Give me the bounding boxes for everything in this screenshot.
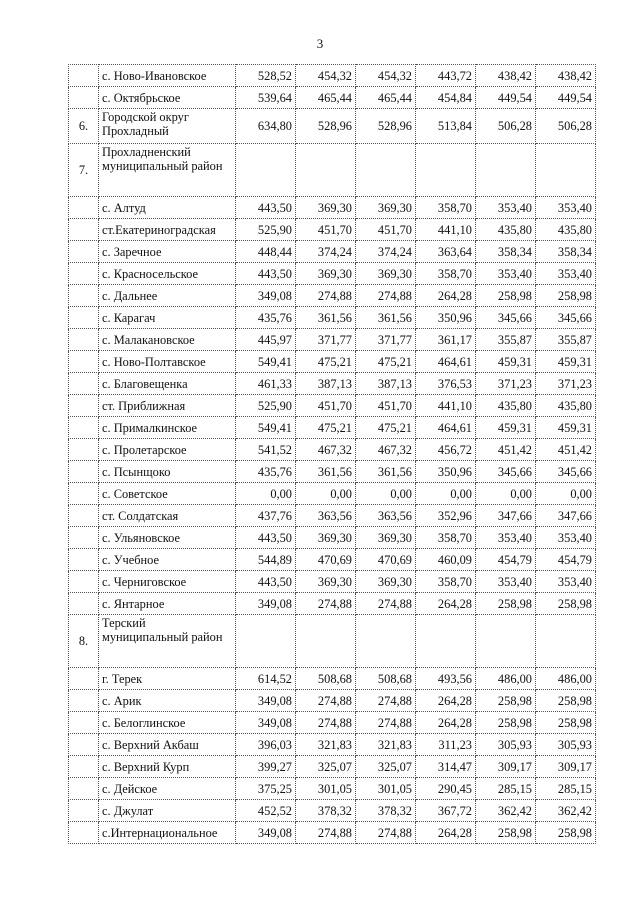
value-cell: 311,23 [416, 734, 476, 756]
row-number-cell [69, 800, 99, 822]
value-cell: 376,53 [416, 373, 476, 395]
table-row [69, 219, 596, 241]
value-cell: 350,96 [416, 307, 476, 329]
settlement-name-cell: с. Верхний Акбаш [99, 734, 236, 756]
table-row [69, 593, 596, 615]
value-cell: 301,05 [296, 778, 356, 800]
value-cell: 355,87 [476, 329, 536, 351]
value-cell [416, 144, 476, 197]
tariff-table [68, 64, 596, 844]
value-cell [476, 615, 536, 668]
value-cell: 363,56 [356, 505, 416, 527]
value-cell: 475,21 [356, 351, 416, 373]
settlement-name-cell: с. Советское [99, 483, 236, 505]
row-number-cell [69, 593, 99, 615]
settlement-name-cell: с. Красносельское [99, 263, 236, 285]
table-row [69, 285, 596, 307]
settlement-name-cell: Прохладненский муниципальный район [99, 144, 236, 197]
value-cell: 369,30 [296, 571, 356, 593]
table-row [69, 417, 596, 439]
value-cell: 506,28 [476, 109, 536, 144]
row-number-cell [69, 219, 99, 241]
row-number-cell [69, 285, 99, 307]
row-number-cell [69, 549, 99, 571]
row-number-cell [69, 778, 99, 800]
table-row [69, 822, 596, 844]
value-cell: 443,72 [416, 65, 476, 87]
table-row [69, 615, 596, 668]
settlement-name-cell: ст. Солдатская [99, 505, 236, 527]
table-row [69, 668, 596, 690]
value-cell: 353,40 [536, 527, 596, 549]
value-cell: 358,34 [536, 241, 596, 263]
row-number-cell [69, 483, 99, 505]
value-cell: 361,17 [416, 329, 476, 351]
value-cell: 362,42 [536, 800, 596, 822]
value-cell: 464,61 [416, 351, 476, 373]
value-cell: 454,32 [356, 65, 416, 87]
value-cell: 274,88 [296, 593, 356, 615]
value-cell: 274,88 [296, 712, 356, 734]
row-number-cell [69, 690, 99, 712]
value-cell [536, 144, 596, 197]
value-cell: 358,34 [476, 241, 536, 263]
value-cell: 347,66 [536, 505, 596, 527]
page-number: 3 [316, 36, 324, 51]
value-cell: 258,98 [536, 593, 596, 615]
value-cell: 448,44 [236, 241, 296, 263]
row-number-cell: 7. [69, 144, 99, 197]
settlement-name-cell: с. Алтуд [99, 197, 236, 219]
value-cell [296, 615, 356, 668]
value-cell: 451,42 [536, 439, 596, 461]
value-cell: 353,40 [536, 263, 596, 285]
row-number-cell [69, 395, 99, 417]
value-cell: 258,98 [536, 690, 596, 712]
value-cell: 369,30 [356, 263, 416, 285]
value-cell: 454,79 [536, 549, 596, 571]
table-row [69, 197, 596, 219]
value-cell: 352,96 [416, 505, 476, 527]
value-cell: 513,84 [416, 109, 476, 144]
value-cell: 264,28 [416, 690, 476, 712]
table-body [69, 65, 596, 844]
value-cell: 396,03 [236, 734, 296, 756]
table-row [69, 395, 596, 417]
value-cell: 451,70 [296, 395, 356, 417]
value-cell: 258,98 [476, 285, 536, 307]
row-number-cell [69, 263, 99, 285]
value-cell: 0,00 [236, 483, 296, 505]
row-number-cell [69, 307, 99, 329]
row-number-cell: 8. [69, 615, 99, 668]
row-number-cell [69, 461, 99, 483]
value-cell: 387,13 [296, 373, 356, 395]
value-cell: 258,98 [476, 822, 536, 844]
value-cell: 508,68 [296, 668, 356, 690]
settlement-name-cell: с. Ново-Полтавское [99, 351, 236, 373]
settlement-name-cell: с. Псынщоко [99, 461, 236, 483]
value-cell: 465,44 [356, 87, 416, 109]
value-cell: 258,98 [536, 285, 596, 307]
value-cell: 443,50 [236, 571, 296, 593]
settlement-name-cell: Городской округ Прохладный [99, 109, 236, 144]
table-row [69, 461, 596, 483]
value-cell: 374,24 [356, 241, 416, 263]
value-cell: 264,28 [416, 593, 476, 615]
value-cell: 274,88 [356, 285, 416, 307]
value-cell: 274,88 [296, 690, 356, 712]
value-cell: 634,80 [236, 109, 296, 144]
value-cell: 544,89 [236, 549, 296, 571]
value-cell: 264,28 [416, 822, 476, 844]
row-number-cell [69, 756, 99, 778]
table-row [69, 144, 596, 197]
value-cell: 345,66 [476, 307, 536, 329]
value-cell: 475,21 [296, 351, 356, 373]
settlement-name-cell: с. Пролетарское [99, 439, 236, 461]
settlement-name-cell: с. Джулат [99, 800, 236, 822]
value-cell: 451,70 [356, 219, 416, 241]
value-cell: 438,42 [476, 65, 536, 87]
row-number-cell [69, 87, 99, 109]
value-cell: 493,56 [416, 668, 476, 690]
value-cell: 508,68 [356, 668, 416, 690]
table-row [69, 241, 596, 263]
value-cell: 353,40 [476, 263, 536, 285]
settlement-name-cell: с. Дальнее [99, 285, 236, 307]
settlement-name-cell: с. Верхний Курп [99, 756, 236, 778]
table-row [69, 329, 596, 351]
value-cell: 345,66 [536, 461, 596, 483]
value-cell: 358,70 [416, 197, 476, 219]
value-cell: 321,83 [356, 734, 416, 756]
value-cell: 349,08 [236, 285, 296, 307]
table-row [69, 571, 596, 593]
settlement-name-cell: с. Заречное [99, 241, 236, 263]
value-cell: 443,50 [236, 263, 296, 285]
value-cell: 525,90 [236, 219, 296, 241]
value-cell: 367,72 [416, 800, 476, 822]
row-number-cell [69, 329, 99, 351]
row-number-cell [69, 241, 99, 263]
value-cell: 309,17 [536, 756, 596, 778]
row-number-cell [69, 668, 99, 690]
value-cell: 325,07 [296, 756, 356, 778]
row-number-cell [69, 822, 99, 844]
value-cell: 441,10 [416, 395, 476, 417]
value-cell: 441,10 [416, 219, 476, 241]
value-cell: 349,08 [236, 712, 296, 734]
value-cell: 361,56 [356, 307, 416, 329]
table-row [69, 307, 596, 329]
value-cell: 349,08 [236, 690, 296, 712]
value-cell: 353,40 [476, 571, 536, 593]
settlement-name-cell: с. Прималкинское [99, 417, 236, 439]
value-cell: 614,52 [236, 668, 296, 690]
value-cell: 461,33 [236, 373, 296, 395]
value-cell [296, 144, 356, 197]
value-cell: 363,64 [416, 241, 476, 263]
value-cell: 264,28 [416, 712, 476, 734]
value-cell: 443,50 [236, 197, 296, 219]
value-cell: 435,76 [236, 307, 296, 329]
value-cell: 451,70 [356, 395, 416, 417]
value-cell: 361,56 [296, 461, 356, 483]
value-cell: 371,77 [356, 329, 416, 351]
value-cell [356, 144, 416, 197]
settlement-name-cell: с. Белоглинское [99, 712, 236, 734]
value-cell: 290,45 [416, 778, 476, 800]
table-row [69, 712, 596, 734]
value-cell: 358,70 [416, 263, 476, 285]
row-number-cell [69, 505, 99, 527]
value-cell: 285,15 [536, 778, 596, 800]
table-row [69, 756, 596, 778]
row-number-cell [69, 571, 99, 593]
value-cell: 314,47 [416, 756, 476, 778]
value-cell: 435,80 [476, 219, 536, 241]
settlement-name-cell: ст.Екатериноградская [99, 219, 236, 241]
value-cell: 528,52 [236, 65, 296, 87]
value-cell: 399,27 [236, 756, 296, 778]
value-cell: 435,76 [236, 461, 296, 483]
value-cell: 459,31 [476, 417, 536, 439]
settlement-name-cell: с. Черниговское [99, 571, 236, 593]
settlement-name-cell: с. Дейское [99, 778, 236, 800]
table-row [69, 527, 596, 549]
value-cell: 486,00 [536, 668, 596, 690]
value-cell: 274,88 [356, 822, 416, 844]
table-row [69, 483, 596, 505]
value-cell [236, 615, 296, 668]
value-cell: 459,31 [536, 417, 596, 439]
settlement-name-cell: с. Ново-Ивановское [99, 65, 236, 87]
value-cell: 454,79 [476, 549, 536, 571]
value-cell: 371,23 [536, 373, 596, 395]
value-cell: 506,28 [536, 109, 596, 144]
value-cell: 305,93 [476, 734, 536, 756]
value-cell: 0,00 [356, 483, 416, 505]
value-cell: 345,66 [536, 307, 596, 329]
value-cell: 353,40 [476, 197, 536, 219]
value-cell [416, 615, 476, 668]
value-cell: 445,97 [236, 329, 296, 351]
value-cell: 347,66 [476, 505, 536, 527]
settlement-name-cell: с. Янтарное [99, 593, 236, 615]
table-row [69, 734, 596, 756]
value-cell: 435,80 [476, 395, 536, 417]
value-cell: 525,90 [236, 395, 296, 417]
value-cell: 358,70 [416, 571, 476, 593]
value-cell: 539,64 [236, 87, 296, 109]
value-cell: 369,30 [356, 197, 416, 219]
value-cell: 345,66 [476, 461, 536, 483]
value-cell: 274,88 [356, 690, 416, 712]
table-row [69, 351, 596, 373]
value-cell [356, 615, 416, 668]
value-cell: 449,54 [476, 87, 536, 109]
value-cell: 541,52 [236, 439, 296, 461]
value-cell: 435,80 [536, 395, 596, 417]
value-cell [536, 615, 596, 668]
table-row [69, 778, 596, 800]
value-cell: 353,40 [476, 527, 536, 549]
value-cell: 258,98 [536, 822, 596, 844]
value-cell: 350,96 [416, 461, 476, 483]
value-cell: 464,61 [416, 417, 476, 439]
value-cell: 358,70 [416, 527, 476, 549]
row-number-cell [69, 351, 99, 373]
value-cell: 369,30 [356, 527, 416, 549]
row-number-cell [69, 197, 99, 219]
value-cell: 475,21 [356, 417, 416, 439]
value-cell [476, 144, 536, 197]
row-number-cell [69, 734, 99, 756]
value-cell: 437,76 [236, 505, 296, 527]
value-cell: 443,50 [236, 527, 296, 549]
value-cell: 258,98 [536, 712, 596, 734]
settlement-name-cell: ст. Приближная [99, 395, 236, 417]
value-cell: 349,08 [236, 593, 296, 615]
table-row [69, 549, 596, 571]
table-row [69, 439, 596, 461]
value-cell: 465,44 [296, 87, 356, 109]
table-row [69, 87, 596, 109]
table-row [69, 109, 596, 144]
value-cell: 454,84 [416, 87, 476, 109]
value-cell: 285,15 [476, 778, 536, 800]
value-cell: 264,28 [416, 285, 476, 307]
table-row [69, 65, 596, 87]
row-number-cell [69, 417, 99, 439]
value-cell: 353,40 [536, 571, 596, 593]
value-cell: 454,32 [296, 65, 356, 87]
value-cell: 460,09 [416, 549, 476, 571]
value-cell: 274,88 [356, 593, 416, 615]
settlement-name-cell: с. Карагач [99, 307, 236, 329]
table-row [69, 690, 596, 712]
value-cell: 369,30 [356, 571, 416, 593]
value-cell: 475,21 [296, 417, 356, 439]
settlement-name-cell: с. Октябрьское [99, 87, 236, 109]
value-cell: 467,32 [356, 439, 416, 461]
value-cell: 0,00 [536, 483, 596, 505]
value-cell: 274,88 [296, 822, 356, 844]
value-cell: 258,98 [476, 593, 536, 615]
row-number-cell: 6. [69, 109, 99, 144]
settlement-name-cell: Терский муниципальный район [99, 615, 236, 668]
value-cell: 549,41 [236, 417, 296, 439]
value-cell: 452,52 [236, 800, 296, 822]
value-cell: 0,00 [476, 483, 536, 505]
row-number-cell [69, 527, 99, 549]
value-cell: 353,40 [536, 197, 596, 219]
value-cell: 371,23 [476, 373, 536, 395]
value-cell: 258,98 [476, 690, 536, 712]
value-cell: 486,00 [476, 668, 536, 690]
value-cell: 355,87 [536, 329, 596, 351]
value-cell: 456,72 [416, 439, 476, 461]
value-cell: 309,17 [476, 756, 536, 778]
value-cell: 470,69 [356, 549, 416, 571]
table-row [69, 373, 596, 395]
value-cell: 451,70 [296, 219, 356, 241]
settlement-name-cell: г. Терек [99, 668, 236, 690]
value-cell: 369,30 [296, 527, 356, 549]
row-number-cell [69, 373, 99, 395]
value-cell: 363,56 [296, 505, 356, 527]
value-cell: 258,98 [476, 712, 536, 734]
settlement-name-cell: с. Благовещенка [99, 373, 236, 395]
value-cell: 325,07 [356, 756, 416, 778]
value-cell: 349,08 [236, 822, 296, 844]
settlement-name-cell: с. Учебное [99, 549, 236, 571]
table-row [69, 263, 596, 285]
value-cell: 301,05 [356, 778, 416, 800]
row-number-cell [69, 712, 99, 734]
value-cell: 438,42 [536, 65, 596, 87]
value-cell: 435,80 [536, 219, 596, 241]
value-cell: 361,56 [356, 461, 416, 483]
settlement-name-cell: с. Ульяновское [99, 527, 236, 549]
settlement-name-cell: с. Малакановское [99, 329, 236, 351]
value-cell: 528,96 [296, 109, 356, 144]
settlement-name-cell: с. Арик [99, 690, 236, 712]
value-cell: 549,41 [236, 351, 296, 373]
value-cell: 451,42 [476, 439, 536, 461]
value-cell: 374,24 [296, 241, 356, 263]
row-number-cell [69, 65, 99, 87]
value-cell: 274,88 [296, 285, 356, 307]
table-row [69, 800, 596, 822]
value-cell [236, 144, 296, 197]
value-cell: 459,31 [476, 351, 536, 373]
value-cell: 449,54 [536, 87, 596, 109]
value-cell: 0,00 [416, 483, 476, 505]
value-cell: 459,31 [536, 351, 596, 373]
value-cell: 369,30 [296, 197, 356, 219]
value-cell: 369,30 [296, 263, 356, 285]
value-cell: 305,93 [536, 734, 596, 756]
settlement-name-cell: с.Интернациональное [99, 822, 236, 844]
value-cell: 378,32 [296, 800, 356, 822]
row-number-cell [69, 439, 99, 461]
value-cell: 528,96 [356, 109, 416, 144]
table-row [69, 505, 596, 527]
value-cell: 362,42 [476, 800, 536, 822]
value-cell: 470,69 [296, 549, 356, 571]
value-cell: 274,88 [356, 712, 416, 734]
value-cell: 371,77 [296, 329, 356, 351]
value-cell: 378,32 [356, 800, 416, 822]
value-cell: 361,56 [296, 307, 356, 329]
value-cell: 467,32 [296, 439, 356, 461]
value-cell: 387,13 [356, 373, 416, 395]
value-cell: 0,00 [296, 483, 356, 505]
value-cell: 321,83 [296, 734, 356, 756]
value-cell: 375,25 [236, 778, 296, 800]
